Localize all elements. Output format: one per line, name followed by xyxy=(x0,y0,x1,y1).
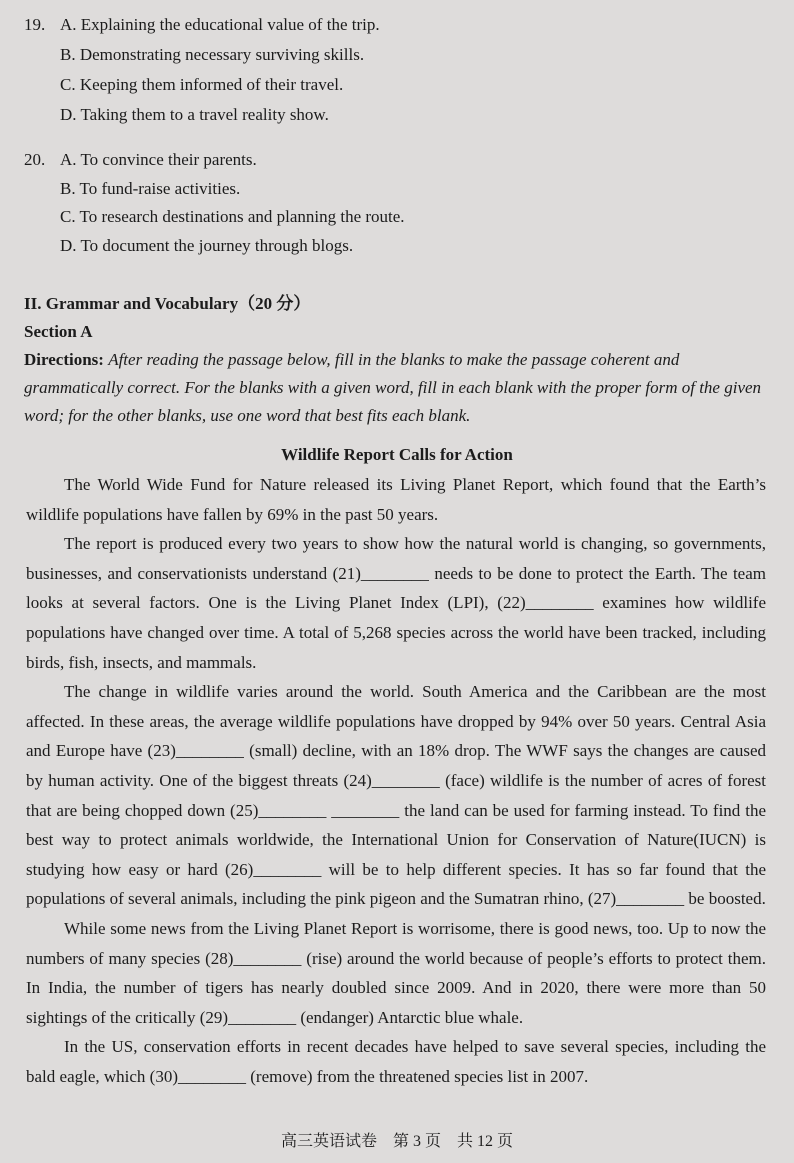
option-b: B. To fund-raise activities. xyxy=(60,179,241,198)
question-number: 19. xyxy=(24,15,46,34)
page-footer: 高三英语试卷 第 3 页 共 12 页 xyxy=(280,1133,513,1150)
question-19 xyxy=(24,10,380,40)
passage-paragraph: The change in wildlife varies around the world. South America and the Caribbean are the most affected. In these areas, the average wildlife populations have dropped by 94% over 50 years. Central Asia and Europe have (23)________ (small) decline, with an 18% drop. The WWF says the changes are caused by human activity. One of the biggest threats (24)________ (face) wildlife is the number of acres of forest that are being chopped down (25)________ ________ the land can be used for farming instead. To find the best way to protect animals worldwide, the International Union for Conservation of Nature(IUCN) is studying how easy or hard (26)________ will be to help different species. It has so far found that the populations of several animals, including the pink pigeon and the Sumatran rhino, (27)________ be boosted. xyxy=(26,682,766,909)
option-d: D. To document the journey through blogs. xyxy=(60,236,354,255)
passage-title: Wildlife Report Calls for Action xyxy=(281,445,513,464)
option-a: A. To convince their parents. xyxy=(60,150,257,169)
option-b: B. Demonstrating necessary surviving skills. xyxy=(60,45,365,64)
directions-text: After reading the passage below, fill in the blanks to make the passage coherent and grammatically correct. For the blanks with a given word, fill in each blank with the proper form of the given word; for the other blanks, use one word that best fits each blank. xyxy=(24,350,762,425)
option-d: D. Taking them to a travel reality show. xyxy=(60,105,329,124)
option-a: A. Explaining the educational value of the trip. xyxy=(60,15,380,34)
directions xyxy=(24,346,764,430)
passage-paragraph: While some news from the Living Planet Report is worrisome, there is good news, too. Up to now the numbers of many species (28)________ (rise) around the world because of people’s efforts to protect them. In India, the number of tigers has nearly doubled since 2009. And in 2020, there were more than 50 sightings of the critically (29)________ (endanger) Antarctic blue whale. xyxy=(26,918,766,1027)
section-subheading: Section A xyxy=(24,322,93,341)
option-c: C. Keeping them informed of their travel. xyxy=(60,75,344,94)
passage-paragraph: In the US, conservation efforts in recent decades have helped to save several species, including the bald eagle, which (30)________ (remove) from the threatened species list in 2007. xyxy=(26,1037,766,1086)
directions-label: Directions: xyxy=(24,350,104,369)
passage-paragraph: The World Wide Fund for Nature released its Living Planet Report, which found that the Earth’s wildlife populations have fallen by 69% in the past 50 years. xyxy=(26,475,766,524)
question-number: 20. xyxy=(24,150,46,169)
question-20 xyxy=(24,145,257,175)
option-c: C. To research destinations and planning the route. xyxy=(60,207,405,226)
passage-body xyxy=(26,470,766,1091)
passage-paragraph: The report is produced every two years to show how the natural world is changing, so governments, businesses, and conservationists understand (21)________ needs to be done to protect the Earth. The team looks at several factors. One is the Living Planet Index (LPI), (22)________ examines how wildlife populations have changed over time. A total of 5,268 species across the world have been tracked, including birds, fish, insects, and mammals. xyxy=(26,534,766,672)
section-heading: II. Grammar and Vocabulary（20 分） xyxy=(24,294,311,313)
